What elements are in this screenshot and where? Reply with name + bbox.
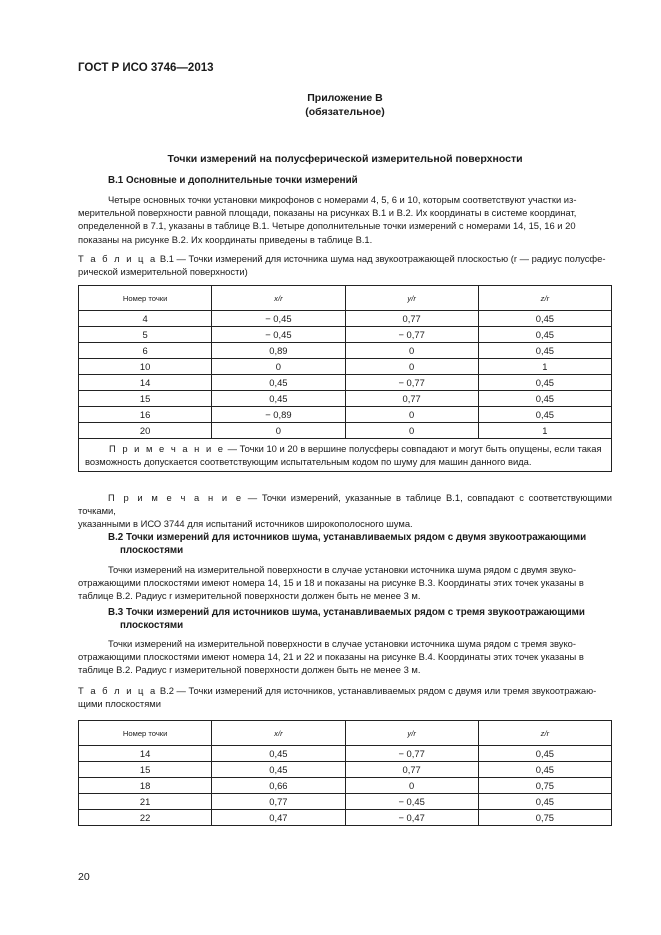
table-row: [79, 778, 612, 794]
table-cell: 4: [79, 311, 212, 327]
appendix-status: (обязательное): [305, 106, 385, 118]
table-cell: 0,47: [212, 810, 345, 826]
para-line: показаны на рисунке В.2. Их координаты приведены в таблице В.1.: [78, 233, 373, 245]
section-b3-paragraph: Точки измерений на измерительной поверхности в случае установки источника шума рядом с тремя звуко- отражающими плоскостями имеют номера 14, 21 и 22 и показаны на рисунке В.4. Координаты этих точек указаны в таблице В.2. Радиус r измерительной поверхности должен быть не менее 3 м.: [78, 638, 584, 676]
table-cell: 0,77: [212, 794, 345, 810]
table-cell: 0,45: [478, 375, 611, 391]
table-cell: 0,45: [478, 327, 611, 343]
table-cell: 0,45: [478, 407, 611, 423]
table-cell: 0,77: [345, 762, 478, 778]
table-row: [79, 343, 612, 359]
note-after-table1: П р и м е ч а н и е — Точки измерений, указанные в таблице В.1, совпадают с соответствующими точками, указанными в ИСО 3744 для испытаний источников широкополосного шума.: [78, 492, 612, 530]
table-cell: 0,77: [345, 311, 478, 327]
table2-header-row: [79, 721, 612, 746]
section-b1-heading: В.1 Основные и дополнительные точки измерений: [108, 175, 358, 186]
table-cell: 5: [79, 327, 212, 343]
header-cell: y/r: [345, 721, 478, 746]
table-cell: − 0,77: [345, 327, 478, 343]
table-cell: 0: [345, 407, 478, 423]
para-line: мерительной поверхности равной площади, показаны на рисунках В.1 и В.2. Их координаты в системе координат,: [78, 207, 577, 219]
table1-note: П р и м е ч а н и е — Точки 10 и 20 в вершине полусферы совпадают и могут быть опущены, если такая возможность допускается соответствующим испытательным кодом по шуму для машин данного вида.: [79, 439, 612, 472]
table-cell: 16: [79, 407, 212, 423]
header-cell: y/r: [345, 286, 478, 311]
table-cell: 0,45: [212, 746, 345, 762]
table-row: [79, 359, 612, 375]
table-cell: 0,45: [212, 375, 345, 391]
table-cell: 0,45: [478, 391, 611, 407]
table-row: [79, 423, 612, 439]
table-row: [79, 375, 612, 391]
section-b1-paragraph: [78, 193, 612, 246]
header-cell: z/r: [478, 286, 611, 311]
table-cell: 0,45: [478, 794, 611, 810]
table1-note-row: [79, 439, 612, 472]
table-cell: 0: [345, 343, 478, 359]
header-cell: x/r: [212, 721, 345, 746]
table-cell: 1: [478, 423, 611, 439]
table-cell: − 0,45: [345, 794, 478, 810]
table2-caption: Т а б л и ц а В.2 — Точки измерений для источников, устанавливаемых рядом с двумя или тремя звукоотражаю- щими плоскостями: [78, 685, 597, 710]
table-cell: 0,66: [212, 778, 345, 794]
table-cell: 21: [79, 794, 212, 810]
header-cell: x/r: [212, 286, 345, 311]
table-cell: 0,77: [345, 391, 478, 407]
table-cell: 18: [79, 778, 212, 794]
document-id: ГОСТ Р ИСО 3746—2013: [78, 62, 214, 74]
appendix-main-title: Точки измерений на полусферической измерительной поверхности: [167, 153, 523, 165]
table-cell: − 0,89: [212, 407, 345, 423]
table-cell: 15: [79, 762, 212, 778]
table-cell: 6: [79, 343, 212, 359]
section-b2-heading: В.2 Точки измерений для источников шума, устанавливаемых рядом с двумя звукоотражающими плоскостями: [108, 532, 587, 556]
table1-caption: Т а б л и ц а В.1 — Точки измерений для источника шума над звукоотражающей плоскостью (r — радиус полусфе- рической измерительной поверхности): [78, 253, 606, 278]
para-line: Четыре основных точки установки микрофонов с номерами 4, 5, 6 и 10, которым соответствуют участки из-: [108, 194, 577, 205]
table-cell: − 0,77: [345, 375, 478, 391]
table-row: [79, 762, 612, 778]
table-cell: 0,45: [478, 746, 611, 762]
section-b3-heading: В.3 Точки измерений для источников шума, устанавливаемых рядом с тремя звукоотражающими плоскостями: [108, 607, 585, 631]
table-cell: 0: [345, 423, 478, 439]
table-cell: 0,75: [478, 810, 611, 826]
table-cell: 0,45: [478, 343, 611, 359]
table-cell: − 0,45: [212, 311, 345, 327]
table-cell: 20: [79, 423, 212, 439]
page-number: 20: [78, 871, 90, 883]
table-cell: 14: [79, 746, 212, 762]
table2: [78, 720, 612, 826]
table-row: [79, 794, 612, 810]
table-row: [79, 327, 612, 343]
table-cell: − 0,77: [345, 746, 478, 762]
header-cell: Номер точки: [79, 286, 212, 311]
table-row: [79, 407, 612, 423]
table1-header-row: [79, 286, 612, 311]
table-row: [79, 391, 612, 407]
table-cell: − 0,47: [345, 810, 478, 826]
table-cell: 0: [345, 778, 478, 794]
table-cell: 22: [79, 810, 212, 826]
table-cell: 0,45: [478, 311, 611, 327]
table-cell: 0,45: [212, 391, 345, 407]
table-cell: 1: [478, 359, 611, 375]
table-cell: 10: [79, 359, 212, 375]
table1: [78, 285, 612, 472]
table-cell: 0,89: [212, 343, 345, 359]
header-cell: Номер точки: [79, 721, 212, 746]
table-cell: 0: [212, 423, 345, 439]
table-row: [79, 746, 612, 762]
table-cell: 0: [345, 359, 478, 375]
section-b2-paragraph: Точки измерений на измерительной поверхности в случае установки источника шума рядом с двумя звуко- отражающими плоскостями имеют номера 14, 15 и 18 и показаны на рисунке В.3. Координаты этих точек указаны в таблице В.2. Радиус r измерительной поверхности должен быть не менее 3 м.: [78, 564, 584, 602]
table-row: [79, 810, 612, 826]
table-cell: 0: [212, 359, 345, 375]
table-cell: 0,45: [212, 762, 345, 778]
para-line: определенной в 7.1, указаны в таблице В.1. Четыре дополнительные точки измерений с номерами 14, 15, 16 и 20: [78, 220, 576, 232]
table-cell: 0,75: [478, 778, 611, 794]
table-cell: 14: [79, 375, 212, 391]
table-row: [79, 311, 612, 327]
table-cell: − 0,45: [212, 327, 345, 343]
appendix-title: Приложение В: [307, 92, 383, 104]
header-cell: z/r: [478, 721, 611, 746]
table-cell: 15: [79, 391, 212, 407]
table-cell: 0,45: [478, 762, 611, 778]
